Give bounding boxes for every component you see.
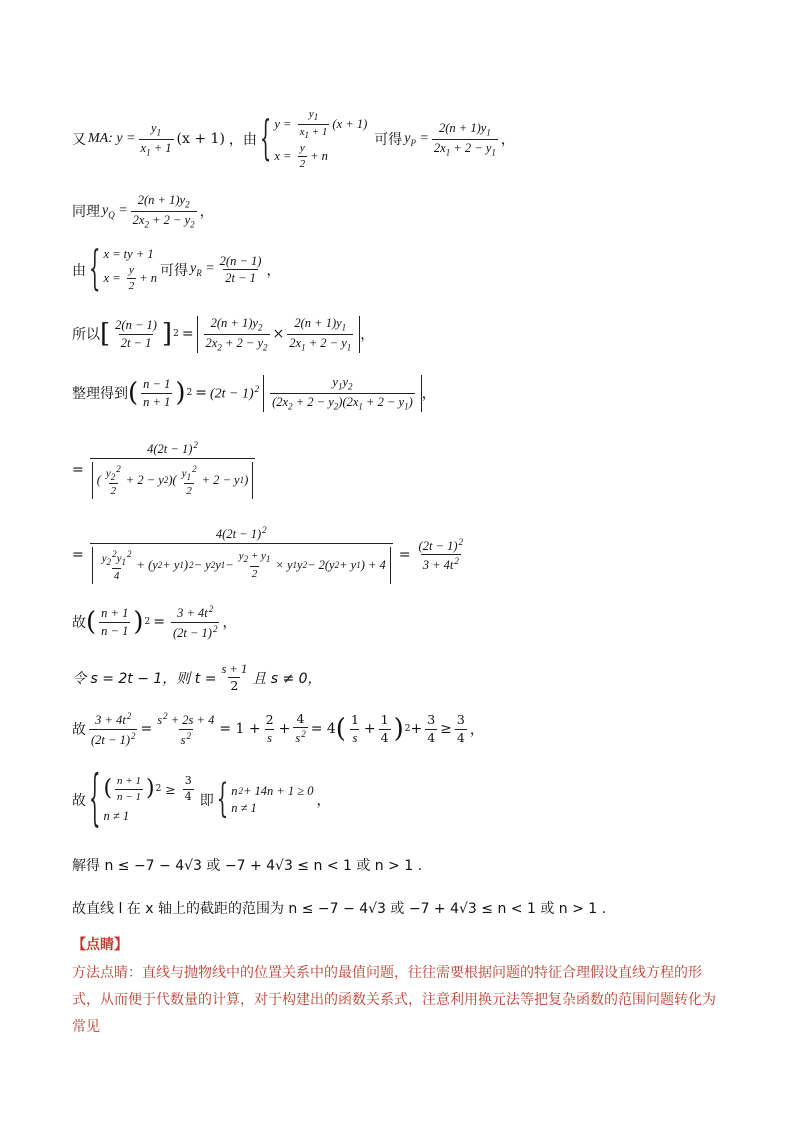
text-ling: 令 s = 2t − 1，则 t =	[72, 670, 217, 687]
system-3: { ( $\frac{n + 1}{n - 1}$ ) 2 ≥ $\frac{3}{4}$ n ≠ 1	[89, 763, 192, 836]
text-you: 又	[72, 132, 86, 149]
eq-line-zhengli: 整理得到 ( $\frac{n - 1}{n + 1}$ ) 2 = $(2t - 1)^2$ $\frac{y_1y_2}{(2x_2 + 2 - y_2)(2x_1 + 2 - y_1)}$ ，	[72, 375, 436, 412]
text-jiede: 解得 n ≤ −7 − 4√3 或 −7 + 4√3 ≤ n < 1 或 n > 1 .	[72, 858, 423, 874]
text-gu3: 故	[72, 792, 86, 809]
eq-ma-label: MA: y =	[88, 131, 136, 147]
frac-line6: $4(2t - 1)^2$ ( $\frac{y_2^2}{2}$ + 2 − y 2 )( $\frac{y_1^2}{2}$ + 2 − y 1 )	[90, 440, 256, 499]
frac-y1-x1p1: $\frac{y_1}{x_1 + 1}$	[140, 120, 172, 158]
text-tongli: 同理	[72, 204, 100, 221]
dianjing-text: 方法点睛：直线与抛物线中的位置关系中的最值问题，往往需要根据问题的特征合理假设直线方程的形式，从而便于代数量的计算，对于构建出的函数关系式，注意利用换元法等把复杂函数的范围问题转化为常见	[72, 965, 716, 1035]
text-gu2: 故	[72, 722, 86, 739]
frac-yq: $\frac{2(n + 1)y_2}{2x_2 + 2 - y_2}$	[132, 193, 195, 230]
frac-yp: $\frac{2(n + 1)y_1}{2x_1 + 2 - y_1}$	[433, 120, 496, 158]
text-ji: 即	[199, 792, 214, 809]
frac-yr: $\frac{2(n - 1)}{2t - 1}$	[219, 253, 262, 286]
system-4: { n 2 + 14n + 1 ≥ 0 n ≠ 1	[216, 776, 314, 823]
text-gu1: 故	[72, 615, 86, 632]
frac-line7: $4(2t - 1)^2$ $\frac{y_2^2y_1^2}{4}$ + (y 2 + y 1 ) 2 − y 2 y 1 − $\frac{y_2 + y_1}{2}$ × y 1 y 2 − 2(y 2 + y 1 ) + 4	[90, 525, 393, 584]
eq-line-12	[72, 855, 422, 875]
text-suoyi: 所以	[72, 327, 100, 344]
text-conclusion: 故直线 l 在 x 轴上的截距的范围为 n ≤ −7 − 4√3 或 −7 + 4√3 ≤ n < 1 或 n > 1 .	[72, 901, 607, 917]
eq-line-yq: 同理 $y_Q$ = $\frac{2(n + 1)y_2}{2x_2 + 2 - y_2}$ ，	[72, 193, 214, 230]
text-zhengli: 整理得到	[72, 386, 128, 403]
eq-line-yr: 由 { x = ty + 1 x = $\frac{y}{2}$ + n 可得 $y_R$ = $\frac{2(n - 1)}{2t - 1}$ ，	[72, 242, 281, 297]
eq-line-10: 故 $\frac{3 + 4t^2}{(2t - 1)^2}$ = $\frac{s^2 + 2s + 4}{s^2}$ = 1 + $\frac{2}{s}$ + $\frac{4}{s^2}$ = 4 ( $\frac{1}{s}$ + $\frac{1}{4}$ ) 2 + $\frac{3}{4}$ ≥ $\frac{3}{4}$ ，	[72, 711, 484, 747]
eq-line-7: = $4(2t - 1)^2$ $\frac{y_2^2y_1^2}{4}$ + (y 2 + y 1 ) 2 − y 2 y 1 − $\frac{y_2 + y_1}{2}$ × y 1 y 2 − 2(y 2 + y 1 ) + 4 = $\frac{(2t - 1)^2}{3 + 4t^2}$	[72, 525, 468, 584]
system-1: { y = $\frac{y_1}{x_1 + 1}$ (x + 1) x = $\frac{y}{2}$ + n	[259, 108, 368, 170]
eq-line-suoyi: 所以 [ $\frac{2(n - 1)}{2t - 1}$ ] 2 = $\frac{2(n + 1)y_2}{2x_2 + 2 - y_2}$ × $\frac{2(n + 1)y_1}{2x_1 + 2 - y_1}$ ，	[72, 316, 375, 353]
eq-line-ma: 又 MA: y = $\frac{y_1}{x_1 + 1}$ (x + 1) ，由 { y = $\frac{y_1}{x_1 + 1}$ (x + 1) x = $\frac{y}{2}$ + n 可得 $y_P$ = $\frac{2(n + 1)y_1}{2x_1 + 2 - y_1}$ ，	[72, 108, 515, 170]
text-qie: 且 s ≠ 0，	[252, 670, 322, 687]
system-2: { x = ty + 1 x = $\frac{y}{2}$ + n	[89, 242, 157, 297]
eq-line-8: 故 ( $\frac{n + 1}{n - 1}$ ) 2 = $\frac{3 + 4t^2}{(2t - 1)^2}$ ，	[72, 604, 237, 640]
eq-line-9: 令 s = 2t − 1，则 t = $\frac{s + 1}{2}$ 且 s ≠ 0，	[72, 662, 322, 694]
eq-line-11: 故 { ( $\frac{n + 1}{n - 1}$ ) 2 ≥ $\frac{3}{4}$ n ≠ 1 即 { n 2 + 14n + 1 ≥ 0 n ≠ 1 ，	[72, 763, 331, 836]
text-kede2: 可得	[160, 262, 188, 279]
text-you-comma: ，由	[228, 132, 257, 149]
text-you2: 由	[72, 262, 86, 279]
eq-line-6: = $4(2t - 1)^2$ ( $\frac{y_2^2}{2}$ + 2 − y 2 )( $\frac{y_1^2}{2}$ + 2 − y 1 )	[72, 440, 258, 499]
eq-line-13	[72, 898, 606, 918]
text-kede: 可得	[374, 132, 403, 149]
dianjing-heading: 【点睛】	[72, 937, 128, 953]
